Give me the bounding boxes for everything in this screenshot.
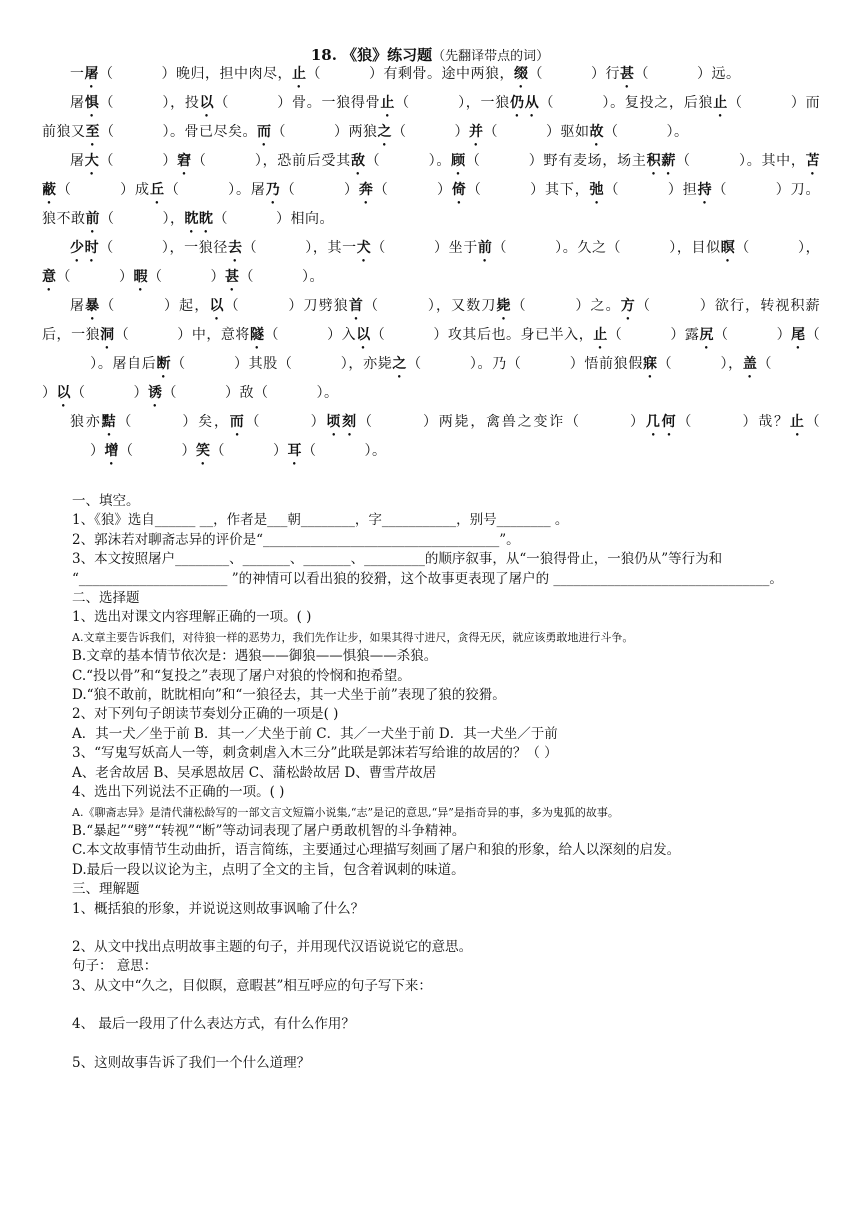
passage-text: ）担 [667, 182, 698, 198]
passage-text: ） [273, 443, 288, 459]
passage-text: （ [56, 182, 72, 198]
passage-text: ）坐于 [433, 240, 478, 256]
passage-text: （ [634, 66, 649, 82]
question-line: 一、填空。 [72, 493, 140, 509]
passage-text: （ [71, 385, 86, 401]
passage-text: ）起， [163, 298, 210, 314]
dotted-keyword: 止 [713, 95, 728, 111]
dotted-keyword: 少时 [70, 240, 100, 256]
passage-text: ） [309, 414, 327, 430]
passage-text: ）成 [119, 182, 150, 198]
passage-text: 狼亦 [70, 414, 102, 430]
passage-text: ）之。 [574, 298, 621, 314]
passage-text: （ [657, 356, 673, 372]
question-line: 3、从文中“久之，目似瞑，意暇甚”相互呼应的句子写下来： [72, 977, 432, 994]
passage-text: （ [99, 153, 115, 169]
passage-text: ）攻其后也。身已半入， [433, 327, 594, 343]
passage-text: （ [466, 182, 482, 198]
passage-paragraph [42, 236, 820, 294]
passage-text: （ [712, 182, 728, 198]
dotted-keyword: 奔 [358, 182, 374, 198]
passage-text: ） [628, 414, 646, 430]
passage-text: ），又数刀 [427, 298, 497, 314]
dotted-keyword: 弛 [589, 182, 605, 198]
passage-text: ）矣， [181, 414, 230, 430]
dotted-keyword: 顷刻 [326, 414, 358, 430]
passage-text: （ [714, 327, 729, 343]
dotted-keyword: 以 [56, 385, 71, 401]
passage-text: （ [164, 182, 180, 198]
question-line: 2、从文中找出点明故事主题的句子，并用现代汉语说说它的意思。 [72, 938, 473, 955]
dotted-keyword: 几何 [645, 414, 678, 430]
question-line: A．其一犬／坐于前 B．其一／犬坐于前 C．其／一犬坐于前 D．其一犬坐／于前 [72, 725, 558, 742]
dotted-keyword: 首 [348, 298, 365, 314]
passage-text: （ [373, 182, 389, 198]
passage-text: ），投 [162, 95, 200, 111]
passage-text: ）。 [364, 443, 387, 459]
dotted-keyword: 甚 [225, 269, 240, 285]
question-line: B.“暴起”“劈”“转视”“断”等动词表现了屠户勇敢机智的斗争精神。 [72, 822, 466, 839]
passage-text: ）。屠 [227, 182, 266, 198]
passage-text: （ [364, 298, 380, 314]
passage-text: ） [210, 269, 225, 285]
passage-text: （ [148, 269, 163, 285]
question-line: 2、郭沫若对聊斋志异的评价是“___________________________________”。 [72, 531, 520, 548]
passage-text: （ [213, 211, 228, 227]
passage-text: （ [239, 269, 254, 285]
passage-text: （ [100, 124, 115, 140]
passage-text: ）相向。 [276, 211, 334, 227]
passage-text: （ [528, 66, 543, 82]
dotted-keyword: 盖 [742, 356, 758, 372]
dotted-keyword: 敌 [350, 153, 366, 169]
dotted-keyword: 积薪 [646, 153, 677, 169]
dotted-keyword: 前 [85, 211, 100, 227]
dotted-keyword: 诱 [148, 385, 163, 401]
passage-text: ）而前狼又 [42, 95, 821, 140]
passage-text: ） [181, 443, 196, 459]
dotted-keyword: 毙 [496, 298, 512, 314]
passage-text: （ [117, 414, 134, 430]
passage-text: （ [245, 414, 262, 430]
passage-text: ） [343, 182, 359, 198]
dotted-keyword: 从 [524, 95, 540, 111]
dotted-keyword: 尻 [699, 327, 715, 343]
passage-text: （ [365, 153, 381, 169]
passage-text: （ [280, 182, 296, 198]
dotted-keyword: 倚 [451, 182, 467, 198]
passage-text: （ [306, 66, 321, 82]
dotted-keyword: 屠 [84, 66, 99, 82]
passage-text: （ [371, 240, 386, 256]
passage-text: （ [511, 298, 527, 314]
passage-text: ） [436, 182, 452, 198]
passage-text: ）。久之（ [555, 240, 622, 256]
passage-text: ）。骨已尽矣。 [162, 124, 257, 140]
passage-text: ）驱如 [546, 124, 590, 140]
dotted-keyword: 瞑 [720, 240, 736, 256]
dotted-keyword: 以 [209, 298, 225, 314]
passage-text: ） [133, 385, 148, 401]
passage-text: （ [56, 269, 71, 285]
question-line: 1、选出对课文内容理解正确的一项。( ) [72, 609, 312, 626]
dotted-keyword: 前 [477, 240, 493, 256]
passage-text: ）有剩骨。途中两狼， [369, 66, 514, 82]
passage-paragraph [42, 149, 820, 236]
dotted-keyword: 暇 [133, 269, 148, 285]
answer-space[interactable] [72, 919, 832, 938]
passage-text: （ [100, 211, 115, 227]
passage-text: ）， [720, 356, 743, 372]
dotted-keyword: 增 [104, 443, 119, 459]
passage-text: （ [242, 240, 258, 256]
passage-text: ）两毙，禽兽之变诈（ [421, 414, 581, 430]
dotted-keyword: 寐 [642, 356, 658, 372]
passage-text: （ [370, 327, 386, 343]
passage-paragraph [42, 91, 820, 149]
dotted-keyword: 止 [292, 66, 307, 82]
title-subtitle: （先翻译带点的词） [432, 49, 550, 64]
passage-text: （ [805, 327, 821, 343]
passage-text: ），其一 [305, 240, 357, 256]
passage-text: （ [735, 240, 750, 256]
dotted-keyword: 暴 [85, 298, 101, 314]
passage-text: ），恐前后受其 [254, 153, 351, 169]
passage-text: （ [604, 124, 619, 140]
dotted-keyword: 甚 [620, 66, 635, 82]
passage-paragraph [42, 62, 820, 91]
dotted-keyword: 去 [227, 240, 243, 256]
passage-text: ）。 [428, 153, 452, 169]
passage-text: ）。其中， [738, 153, 806, 169]
passage-text: （ [539, 95, 555, 111]
dotted-keyword: 眈眈 [184, 211, 214, 227]
dotted-keyword: 之 [392, 356, 408, 372]
dotted-keyword: 断 [156, 356, 172, 372]
passage-text: （ [677, 414, 694, 430]
passage-text: ）刀。狼不敢 [42, 182, 821, 227]
question-line: A.《聊斋志异》是清代蒲松龄写的一部文言文短篇小说集,“志”是记的意思,“异”是指奇异的事，多为鬼狐的故事。 [72, 805, 619, 819]
dotted-keyword: 大 [84, 153, 100, 169]
question-line: C.“投以骨”和“复投之”表现了屠户对狼的怜悯和抱希望。 [72, 667, 411, 684]
dotted-keyword: 耳 [287, 443, 302, 459]
dotted-keyword: 尾 [791, 327, 806, 343]
passage-text: 屠 [70, 95, 85, 111]
passage-text: ）。屠自后 [90, 356, 157, 372]
dotted-keyword: 隧 [249, 327, 265, 343]
passage-text: ）骨。一狼得骨 [277, 95, 381, 111]
dotted-keyword: 黠 [101, 414, 118, 430]
question-line: 5、这则故事告诉了我们一个什么道理？ [72, 1054, 311, 1071]
question-line: “______________________ ”的神情可以看出狼的狡猾，这个故事更表现了屠户的 ________________________________。 [72, 570, 783, 587]
passage-text: （ [727, 95, 743, 111]
passage-text: （ [483, 124, 498, 140]
dotted-keyword: 止 [380, 95, 396, 111]
question-line: 二、选择题 [72, 590, 140, 607]
passage-text: ），亦毙 [340, 356, 393, 372]
passage-text: ） [162, 153, 178, 169]
dotted-keyword: 意 [42, 269, 57, 285]
passage-text: （ [224, 298, 240, 314]
passage-text: ）野有麦场，场主 [528, 153, 647, 169]
passage-text: 屠 [70, 298, 86, 314]
passage-text: （ [119, 443, 134, 459]
passage-text: ）晚归，担中肉尽， [161, 66, 292, 82]
passage-text: ）。 [302, 269, 324, 285]
dotted-keyword: 以 [356, 327, 371, 343]
passage-text: （ [210, 443, 225, 459]
dotted-keyword: 方 [620, 298, 636, 314]
passage-text: （ [635, 298, 652, 314]
dotted-keyword: 而 [229, 414, 246, 430]
passage-text: ）。乃（ [469, 356, 522, 372]
passage-text: ） [42, 385, 57, 401]
passage-text: ），一狼径 [161, 240, 228, 256]
passage-text: （ [607, 327, 623, 343]
dotted-keyword: 止 [593, 327, 608, 343]
question-line: D.最后一段以议论为主，点明了全文的主旨，包含着讽刺的味道。 [72, 861, 465, 878]
passage-text: ）两狼 [334, 124, 378, 140]
passage-text: ），目似 [669, 240, 721, 256]
dotted-keyword: 之 [377, 124, 392, 140]
passage-text: （ [99, 95, 115, 111]
question-line: 三、理解题 [72, 881, 140, 898]
passage-text: ）远。 [697, 66, 741, 82]
passage-text: （ [99, 66, 114, 82]
passage-text: 屠 [70, 153, 85, 169]
dotted-keyword: 缀 [514, 66, 529, 82]
question-line: 1、《狼》选自______ __，作者是___朝________，字___________，别号________ 。 [72, 512, 569, 529]
passage-text: ） [454, 124, 469, 140]
passage-text: （ [805, 414, 821, 430]
question-line: D.“狼不敢前，眈眈相向”和“一狼径去，其一犬坐于前”表现了狼的狡猾。 [72, 687, 506, 704]
dotted-keyword: 丘 [149, 182, 165, 198]
dotted-keyword: 乃 [265, 182, 281, 198]
passage-text: （ [395, 95, 410, 111]
dotted-keyword: 至 [85, 124, 100, 140]
passage-text: ）刀劈狼 [287, 298, 349, 314]
question-line: 3、“写鬼写妖高人一等，刺贪刺虐入木三分”此联是郭沫若写给谁的故居的？（ ） [72, 745, 558, 762]
question-line: 1、概括狼的形象，并说说这则故事讽喻了什么？ [72, 900, 365, 917]
passage-text: ）哉？ [741, 414, 790, 430]
passage-text: （ [264, 327, 280, 343]
exercise-questions [72, 492, 832, 1073]
passage-text: （ [302, 443, 317, 459]
passage-text: ）其下， [529, 182, 590, 198]
passage-text: （ [162, 385, 177, 401]
dotted-keyword: 惧 [84, 95, 100, 111]
passage-text: （ [676, 153, 691, 169]
passage-text: ）敌（ [225, 385, 269, 401]
answer-space[interactable] [72, 996, 832, 1015]
dotted-keyword: 犬 [356, 240, 372, 256]
passage-text: （ [100, 298, 116, 314]
question-line: B.文章的基本情节依次是：遇狼——御狼——惧狼——杀狼。 [72, 648, 438, 665]
question-line: C.本文故事情节生动曲折，语言简练，主要通过心理描写刻画了屠户和狼的形象，给人以深刻的启发。 [72, 842, 681, 859]
passage-text: ）。 [666, 124, 689, 140]
classical-text-passage [42, 62, 820, 468]
passage-text: ） [119, 269, 134, 285]
passage-text: ）。复投之，后狼 [602, 95, 714, 111]
passage-paragraph [42, 294, 820, 410]
dotted-keyword: 洞 [100, 327, 115, 343]
question-line: 4、选出下列说法不正确的一项。( ) [72, 784, 285, 801]
dotted-keyword: 持 [697, 182, 713, 198]
passage-text: ）， [162, 211, 185, 227]
question-line: 3、本文按照屠户________、_______、_______、_________的顺序叙事，从“一狼得骨止，一狼仍从”等行为和 [72, 551, 723, 568]
dotted-keyword: 苫蔽 [42, 153, 821, 198]
passage-text: ），一狼 [457, 95, 510, 111]
dotted-keyword: 顾 [451, 153, 466, 169]
passage-text: （ [757, 356, 773, 372]
dotted-keyword: 故 [589, 124, 604, 140]
question-line: A.文章主要告诉我们，对待狼一样的恶势力，我们先作让步，如果其得寸进尺，贪得无厌，就应该勇敢地进行斗争。 [72, 630, 634, 644]
passage-text: （ [214, 95, 230, 111]
question-line: 句子： 意思： [72, 958, 158, 975]
passage-text: 一 [70, 66, 85, 82]
passage-text: （ [492, 240, 508, 256]
passage-text: ）， [797, 240, 821, 256]
passage-text: ）。 [316, 385, 339, 401]
passage-text: （ [271, 124, 286, 140]
dotted-keyword: 以 [199, 95, 215, 111]
passage-text: ） [776, 327, 792, 343]
dotted-keyword: 仍 [509, 95, 525, 111]
passage-text: （ [171, 356, 186, 372]
question-line: 4、 最后一段用了什么表达方式，有什么作用？ [72, 1016, 355, 1033]
passage-paragraph [42, 410, 820, 468]
passage-text: ）中，意将 [177, 327, 250, 343]
question-line: A、老舍故居 B、吴承恩故居 C、蒲松龄故居 D、曹雪芹故居 [72, 764, 437, 781]
passage-text: （ [99, 240, 114, 256]
passage-text: （ [114, 327, 130, 343]
passage-text: ）露 [670, 327, 700, 343]
passage-text: （ [191, 153, 207, 169]
title-main: 18. 《狼》练习题 [310, 46, 433, 64]
dotted-keyword: 而 [257, 124, 272, 140]
question-line: 2、对下列句子朗读节奏划分正确的一项是( ) [72, 706, 339, 723]
answer-space[interactable] [72, 1035, 832, 1054]
passage-text: （ [357, 414, 374, 430]
passage-text: ） [90, 443, 105, 459]
passage-text: ）其股（ [233, 356, 293, 372]
passage-text: （ [465, 153, 481, 169]
passage-text: ）欲行，转视积薪后，一狼 [42, 298, 821, 343]
passage-text: （ [407, 356, 422, 372]
passage-text: ）入 [327, 327, 357, 343]
passage-text: ）行 [591, 66, 620, 82]
dotted-keyword: 止 [789, 414, 806, 430]
dotted-keyword: 笑 [196, 443, 211, 459]
passage-text: （ [604, 182, 620, 198]
passage-text: （ [392, 124, 407, 140]
dotted-keyword: 并 [469, 124, 484, 140]
dotted-keyword: 窘 [177, 153, 192, 169]
passage-text: ）悟前狼假 [569, 356, 643, 372]
